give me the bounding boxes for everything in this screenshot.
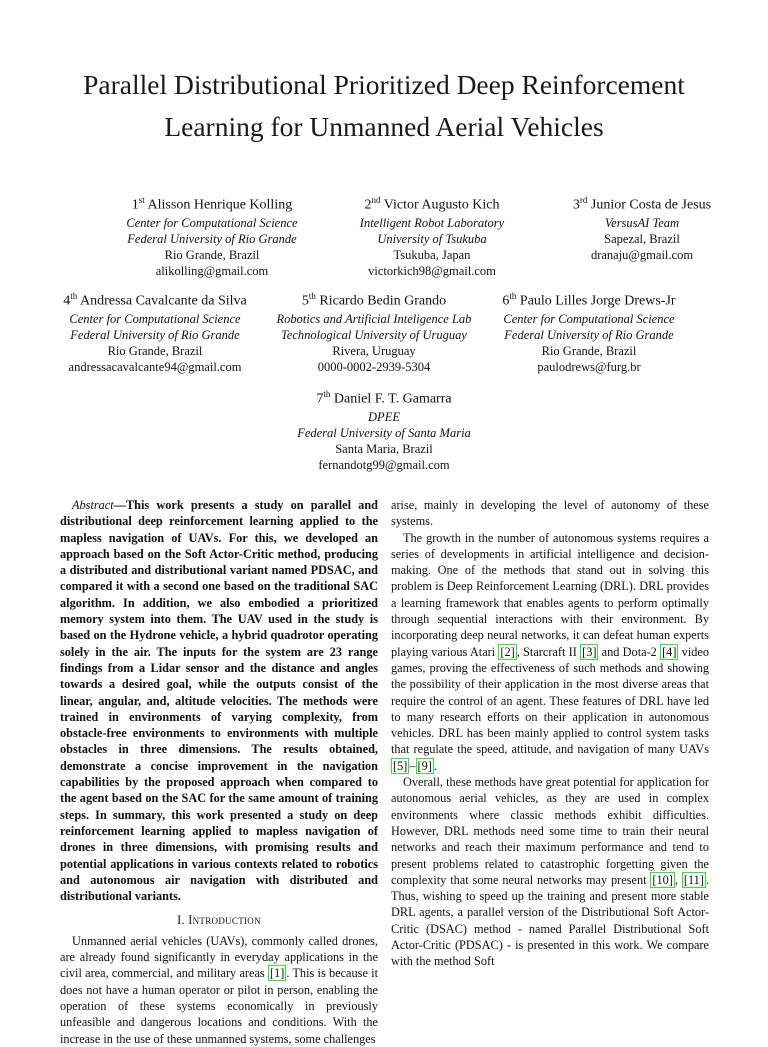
citation-link[interactable]: [11] <box>683 872 704 887</box>
author-block-6: 6th Paulo Lilles Jorge Drews-Jr Center for Computational Science Federal University of Rio Grande Rio Grande, Brazil paulodrews@furg.br <box>469 287 709 375</box>
author-affiliation: Federal University of Rio Grande <box>504 327 674 342</box>
citation-link[interactable]: [3] <box>582 644 597 659</box>
author-affiliation: VersusAI Team <box>604 215 680 230</box>
author-block-3: 3rd Junior Costa de Jesus VersusAI Team Sapezal, Brazil dranaju@gmail.com <box>522 191 762 263</box>
author-location: Sapezal, Brazil <box>604 231 680 246</box>
author-block-1: 1st Alisson Henrique Kolling Center for Computational Science Federal University of Rio Grande Rio Grande, Brazil alikolling@gmail.com <box>92 191 332 279</box>
author-block-4: 4th Andressa Cavalcante da Silva Center for Computational Science Federal University of Rio Grande Rio Grande, Brazil andressacavalcante94@gmail.com <box>35 287 275 375</box>
author-affiliation: Technological University of Uruguay <box>281 327 467 342</box>
author-location: Rio Grande, Brazil <box>107 343 203 358</box>
author-name: Junior Costa de Jesus <box>590 197 712 213</box>
author-location: Rio Grande, Brazil <box>541 343 637 358</box>
intro-paragraph: Unmanned aerial vehicles (UAVs), commonly called drones, are already found significantly in everyday applications in the civil area, commercial, and military areas [1] . This is because it does not have a human operator or pilot in person, enabling the operation of these systems economically in previously unfeasible and dangerous locations and conditions. With the increase in the use of these unmanned systems, some challenges <box>60 933 378 1046</box>
author-affiliation: Center for Computational Science <box>503 311 675 326</box>
author-location: Santa Maria, Brazil <box>335 441 433 456</box>
body-paragraph: arise, mainly in developing the level of autonomy of these systems. <box>391 498 709 529</box>
author-email: andressacavalcante94@gmail.com <box>68 359 242 374</box>
citation-link[interactable]: [10] <box>652 872 673 887</box>
section-heading: I. Introduction <box>177 913 261 928</box>
author-block-5: 5th Ricardo Bedin Grando Robotics and Artificial Inteligence Lab Technological University of Uruguay Rivera, Uruguay 0000-0002-2939-5304 <box>254 287 494 375</box>
right-column <box>391 497 709 970</box>
author-name: Ricardo Bedin Grando <box>319 293 447 309</box>
author-affiliation: Robotics and Artificial Inteligence Lab <box>276 311 472 326</box>
author-email: dranaju@gmail.com <box>590 247 694 262</box>
author-email: alikolling@gmail.com <box>155 263 269 278</box>
left-column <box>60 497 378 1047</box>
author-affiliation: University of Tsukuba <box>377 231 487 246</box>
author-block-2: 2nd Victor Augusto Kich Intelligent Robot Laboratory University of Tsukuba Tsukuba, Japan victorkich98@gmail.com <box>312 191 552 279</box>
body-paragraph: Overall, these methods have great potential for application for autonomous aerial vehicles, as they are used in complex environments where classic methods exhibit difficulties. However, DRL methods need some time to train their neural networks and reach their maximum performance and tend to present problems related to catastrophic forgetting given the complexity that some neural networks may present [10] , [11] . Thus, wishing to speed up the training and present more stable DRL agents, a parallel version of the Distributional Soft Actor-Critic (DSAC) method - named Parallel Distributional Soft Actor-Critic (PDSAC) - is presented in this work. We compare with the method Soft <box>391 775 709 969</box>
author-affiliation: Federal University of Rio Grande <box>70 327 240 342</box>
author-location: Tsukuba, Japan <box>393 247 471 262</box>
author-name: Daniel F. T. Gamarra <box>333 391 452 407</box>
author-orcid: 0000-0002-2939-5304 <box>317 359 431 374</box>
author-block-7: 7th Daniel F. T. Gamarra DPEE Federal University of Santa Maria Santa Maria, Brazil fernandotg99@gmail.com <box>264 385 504 473</box>
author-email: victorkich98@gmail.com <box>368 263 496 278</box>
body-paragraph: The growth in the number of autonomous systems requires a series of developments in artificial intelligence and decision-making. One of the methods that stand out in solving this problem is Deep Reinforcement Learning (DRL). DRL provides a learning framework that enables agents to perform optimally through sequential interactions with their environment. By incorporating deep neural networks, it can defeat human experts playing various Atari [2] , Starcraft II [3] and Dota-2 [4] video games, proving the effectiveness of such methods and showing the possibility of their application in the most diverse areas that require the control of an agent. These features of DRL have led to many research efforts on their application in autonomous vehicles. DRL has been mainly applied to control system tasks that regulate the speed, attitude, and navigation of many UAVs [5] – [9] . <box>391 530 709 773</box>
author-name: Paulo Lilles Jorge Drews-Jr <box>519 293 676 309</box>
citation-link[interactable]: [9] <box>417 758 432 773</box>
citation-link[interactable]: [1] <box>269 966 285 981</box>
author-name: Andressa Cavalcante da Silva <box>79 293 247 309</box>
author-affiliation: Center for Computational Science <box>126 215 298 230</box>
author-affiliation: Intelligent Robot Laboratory <box>359 215 505 230</box>
author-location: Rivera, Uruguay <box>332 343 416 358</box>
author-affiliation: Center for Computational Science <box>69 311 241 326</box>
author-affiliation: Federal University of Rio Grande <box>127 231 297 246</box>
paper-title: Parallel Distributional Prioritized Deep Reinforcement Learning for Unmanned Aerial Vehicles <box>83 69 685 142</box>
author-name: Victor Augusto Kich <box>383 197 500 213</box>
citation-link[interactable]: [2] <box>500 644 515 659</box>
abstract-text: This work presents a study on parallel and distributional deep reinforcement learning applied to the mapless navigation of UAVs. For this, we developed an approach based on the Soft Actor-Critic method, producing a distributed and distributional variant named PDSAC, and compared it with a second one based on the traditional SAC algorithm. In addition, we also embodied a prioritized memory system into them. The UAV used in the study is based on the Hydrone vehicle, a hybrid quadrotor operating solely in the air. The inputs for the system are 23 range findings from a Lidar sensor and the distance and angles towards a desired goal, while the outputs consist of the linear, angular, and, altitude velocities. The methods were trained in environments of varying complexity, from obstacle-free environments to environments with multiple obstacles in three dimensions. The results obtained, demonstrate a concise improvement in the navigation capabilities by the proposed approach when compared to the agent based on the SAC for the same amount of training steps. In summary, this work presented a study on deep reinforcement learning applied to mapless navigation of drones in three dimensions, with promising results and potential applications in various contexts related to robotics and autonomous air navigation with distributed and distributional variants. <box>60 498 378 904</box>
author-email: fernandotg99@gmail.com <box>318 457 450 472</box>
citation-link[interactable]: [5] <box>393 758 408 773</box>
author-affiliation: Federal University of Santa Maria <box>297 425 471 440</box>
author-name: Alisson Henrique Kolling <box>147 197 293 213</box>
citation-link[interactable]: [4] <box>662 644 677 659</box>
author-location: Rio Grande, Brazil <box>164 247 260 262</box>
abstract-label: Abstract <box>72 498 114 512</box>
author-affiliation: DPEE <box>368 409 400 424</box>
abstract: Abstract—This work presents a study on parallel and distributional deep reinforcement learning applied to the mapless navigation of UAVs. For this, we developed an approach based on the Soft Actor-Critic method, producing a distributed and distributional variant named PDSAC, and compared it with a second one based on the traditional SAC algorithm. In addition, we also embodied a prioritized memory system into them. The UAV used in the study is based on the Hydrone vehicle, a hybrid quadrotor operating solely in the air. The inputs for the system are 23 range findings from a Lidar sensor and the distance and angles towards a desired goal, while the outputs consist of the linear, angular, and, altitude velocities. The methods were trained in environments of varying complexity, from obstacle-free environments to environments with multiple obstacles in three dimensions. The results obtained, demonstrate a concise improvement in the navigation capabilities by the proposed approach when compared to the agent based on the SAC for the same amount of training steps. In summary, this work presented a study on deep reinforcement learning applied to mapless navigation of drones in three dimensions, with promising results and potential applications in various contexts related to robotics and autonomous air navigation with distributed and distributional variants. <box>60 498 378 904</box>
author-email: paulodrews@furg.br <box>537 359 641 374</box>
